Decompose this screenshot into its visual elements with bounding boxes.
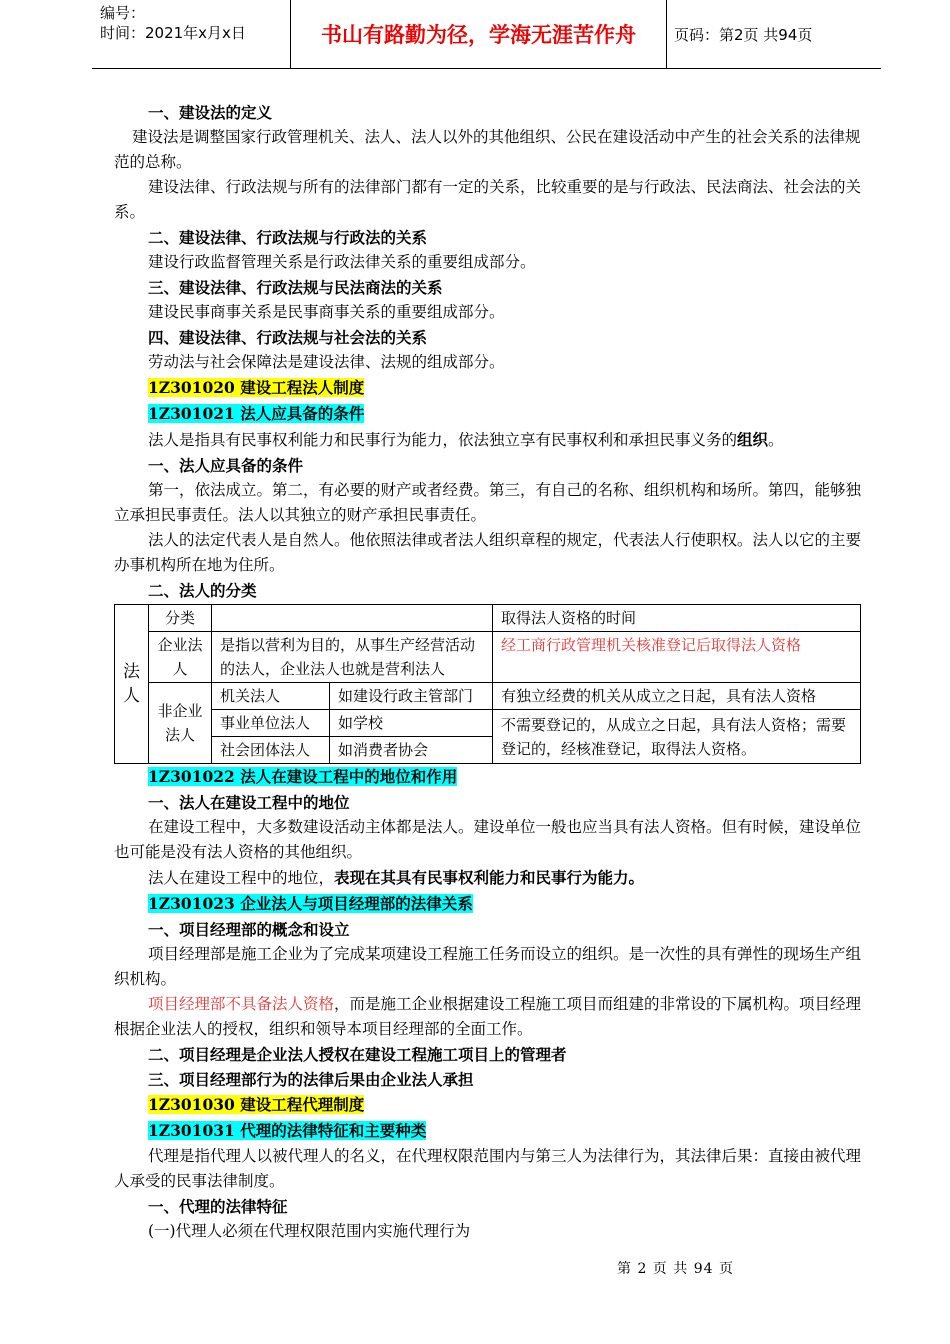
heading: 四、建设法律、行政法规与社会法的关系 <box>148 328 428 347</box>
paragraph: 法人的法定代表人是自然人。他依照法律或者法人组织章程的规定，代表法人行使职权。法人以它的主要办事机构所在地为住所。 <box>114 531 862 574</box>
table-cell-example: 如学校 <box>330 710 493 737</box>
table-cell-enterprise-desc: 是指以营利为目的，从事生产经营活动的法人，企业法人也就是营利法人 <box>212 632 493 683</box>
heading: 二、法人的分类 <box>148 581 257 600</box>
subsection-code-heading: 1Z301021 法人应具备的条件 <box>148 404 365 423</box>
table-side-label: 法人 <box>115 605 149 764</box>
heading: 一、建设法的定义 <box>148 103 273 122</box>
heading: 一、法人在建设工程中的地位 <box>148 793 350 812</box>
header-page-info: 页码：第2页 共94页 <box>674 26 813 44</box>
paragraph: 项目经理部不具备法人资格，而是施工企业根据建设工程施工项目而组建的非常设的下属机构。项目经理根据企业法人的授权，组织和领导本项目经理部的全面工作。 <box>114 995 862 1038</box>
paragraph: 劳动法与社会保障法是建设法律、法规的组成部分。 <box>148 353 505 371</box>
header-motto: 书山有路勤为径，学海无涯苦作舟 <box>291 0 667 68</box>
table-header-time: 取得法人资格的时间 <box>493 605 861 632</box>
serial-label: 编号： <box>100 4 146 22</box>
paragraph: 建设行政监督管理关系是行政法律关系的重要组成部分。 <box>148 253 536 271</box>
paragraph: 建设民事商事关系是民事商事关系的重要组成部分。 <box>148 303 505 321</box>
paragraph: 在建设工程中，大多数建设活动主体都是法人。建设单位一般也应当具有法人资格。但有时候，建设单位也可能是没有法人资格的其他组织。 <box>114 818 862 861</box>
document-body <box>114 100 864 1244</box>
table-cell-time: 不需要登记的，从成立之日起，具有法人资格；需要登记的，经核准登记，取得法人资格。 <box>493 710 861 764</box>
paragraph: 法人在建设工程中的地位，表现在其具有民事权利能力和民事行为能力。 <box>148 868 645 887</box>
section-code-heading: 1Z301020 建设工程法人制度 <box>148 378 365 397</box>
table-cell-non-enterprise: 非企业法人 <box>149 683 212 764</box>
paragraph: 建设法是调整国家行政管理机关、法人、法人以外的其他组织、公民在建设活动中产生的社会关系的法律规范的总称。 <box>114 128 861 171</box>
paragraph: 项目经理部是施工企业为了完成某项建设工程施工任务而设立的组织。是一次性的具有弹性的现场生产组织机构。 <box>114 945 862 988</box>
paragraph: 代理是指代理人以被代理人的名义，在代理权限范围内与第三人为法律行为，其法律后果：直接由被代理人承受的民事法律制度。 <box>114 1147 862 1190</box>
legal-person-classification-table <box>114 604 861 764</box>
page-header <box>92 0 881 69</box>
paragraph: (一)代理人必须在代理权限范围内实施代理行为 <box>148 1222 471 1240</box>
table-cell-example: 如建设行政主管部门 <box>330 683 493 710</box>
section-code-heading: 1Z301030 建设工程代理制度 <box>148 1095 365 1114</box>
emphasis: 表现在其具有民事权利能力和民事行为能力。 <box>334 868 645 887</box>
red-emphasis: 项目经理部不具备法人资格 <box>148 995 335 1013</box>
heading: 二、建设法律、行政法规与行政法的关系 <box>148 228 428 247</box>
table-header-type: 分类 <box>149 605 212 632</box>
table-cell-time: 有独立经费的机关从成立之日起，具有法人资格 <box>493 683 861 710</box>
header-meta <box>92 0 291 68</box>
subsection-code-heading: 1Z301031 代理的法律特征和主要种类 <box>148 1121 427 1140</box>
table-cell-enterprise: 企业法人 <box>149 632 212 683</box>
paragraph: 法人是指具有民事权利能力和民事行为能力，依法独立享有民事权利和承担民事义务的组织。 <box>148 430 784 449</box>
heading: 三、项目经理部行为的法律后果由企业法人承担 <box>148 1070 474 1089</box>
heading: 一、代理的法律特征 <box>148 1197 288 1216</box>
paragraph: 建设法律、行政法规与所有的法律部门都有一定的关系，比较重要的是与行政法、民法商法、社会法的关系。 <box>114 178 862 221</box>
subsection-code-heading: 1Z301022 法人在建设工程中的地位和作用 <box>148 767 458 786</box>
page-footer: 第 2 页 共 94 页 <box>617 1261 734 1277</box>
table-cell-enterprise-time: 经工商行政管理机关核准登记后取得法人资格 <box>493 632 861 683</box>
heading: 一、项目经理部的概念和设立 <box>148 920 350 939</box>
heading: 一、法人应具备的条件 <box>148 456 304 475</box>
table-cell-type: 社会团体法人 <box>212 737 330 764</box>
heading: 二、项目经理是企业法人授权在建设工程施工项目上的管理者 <box>148 1045 567 1064</box>
table-cell-type: 机关法人 <box>212 683 330 710</box>
table-header-empty <box>212 605 493 632</box>
time-label: 时间：2021年x月x日 <box>100 24 246 42</box>
emphasis: 组织 <box>737 430 769 449</box>
heading: 三、建设法律、行政法规与民法商法的关系 <box>148 278 443 297</box>
table-cell-example: 如消费者协会 <box>330 737 493 764</box>
subsection-code-heading: 1Z301023 企业法人与项目经理部的法律关系 <box>148 894 473 913</box>
paragraph: 第一，依法成立。第二，有必要的财产或者经费。第三，有自己的名称、组织机构和场所。第四，能够独立承担民事责任。法人以其独立的财产承担民事责任。 <box>114 481 862 524</box>
table-cell-type: 事业单位法人 <box>212 710 330 737</box>
